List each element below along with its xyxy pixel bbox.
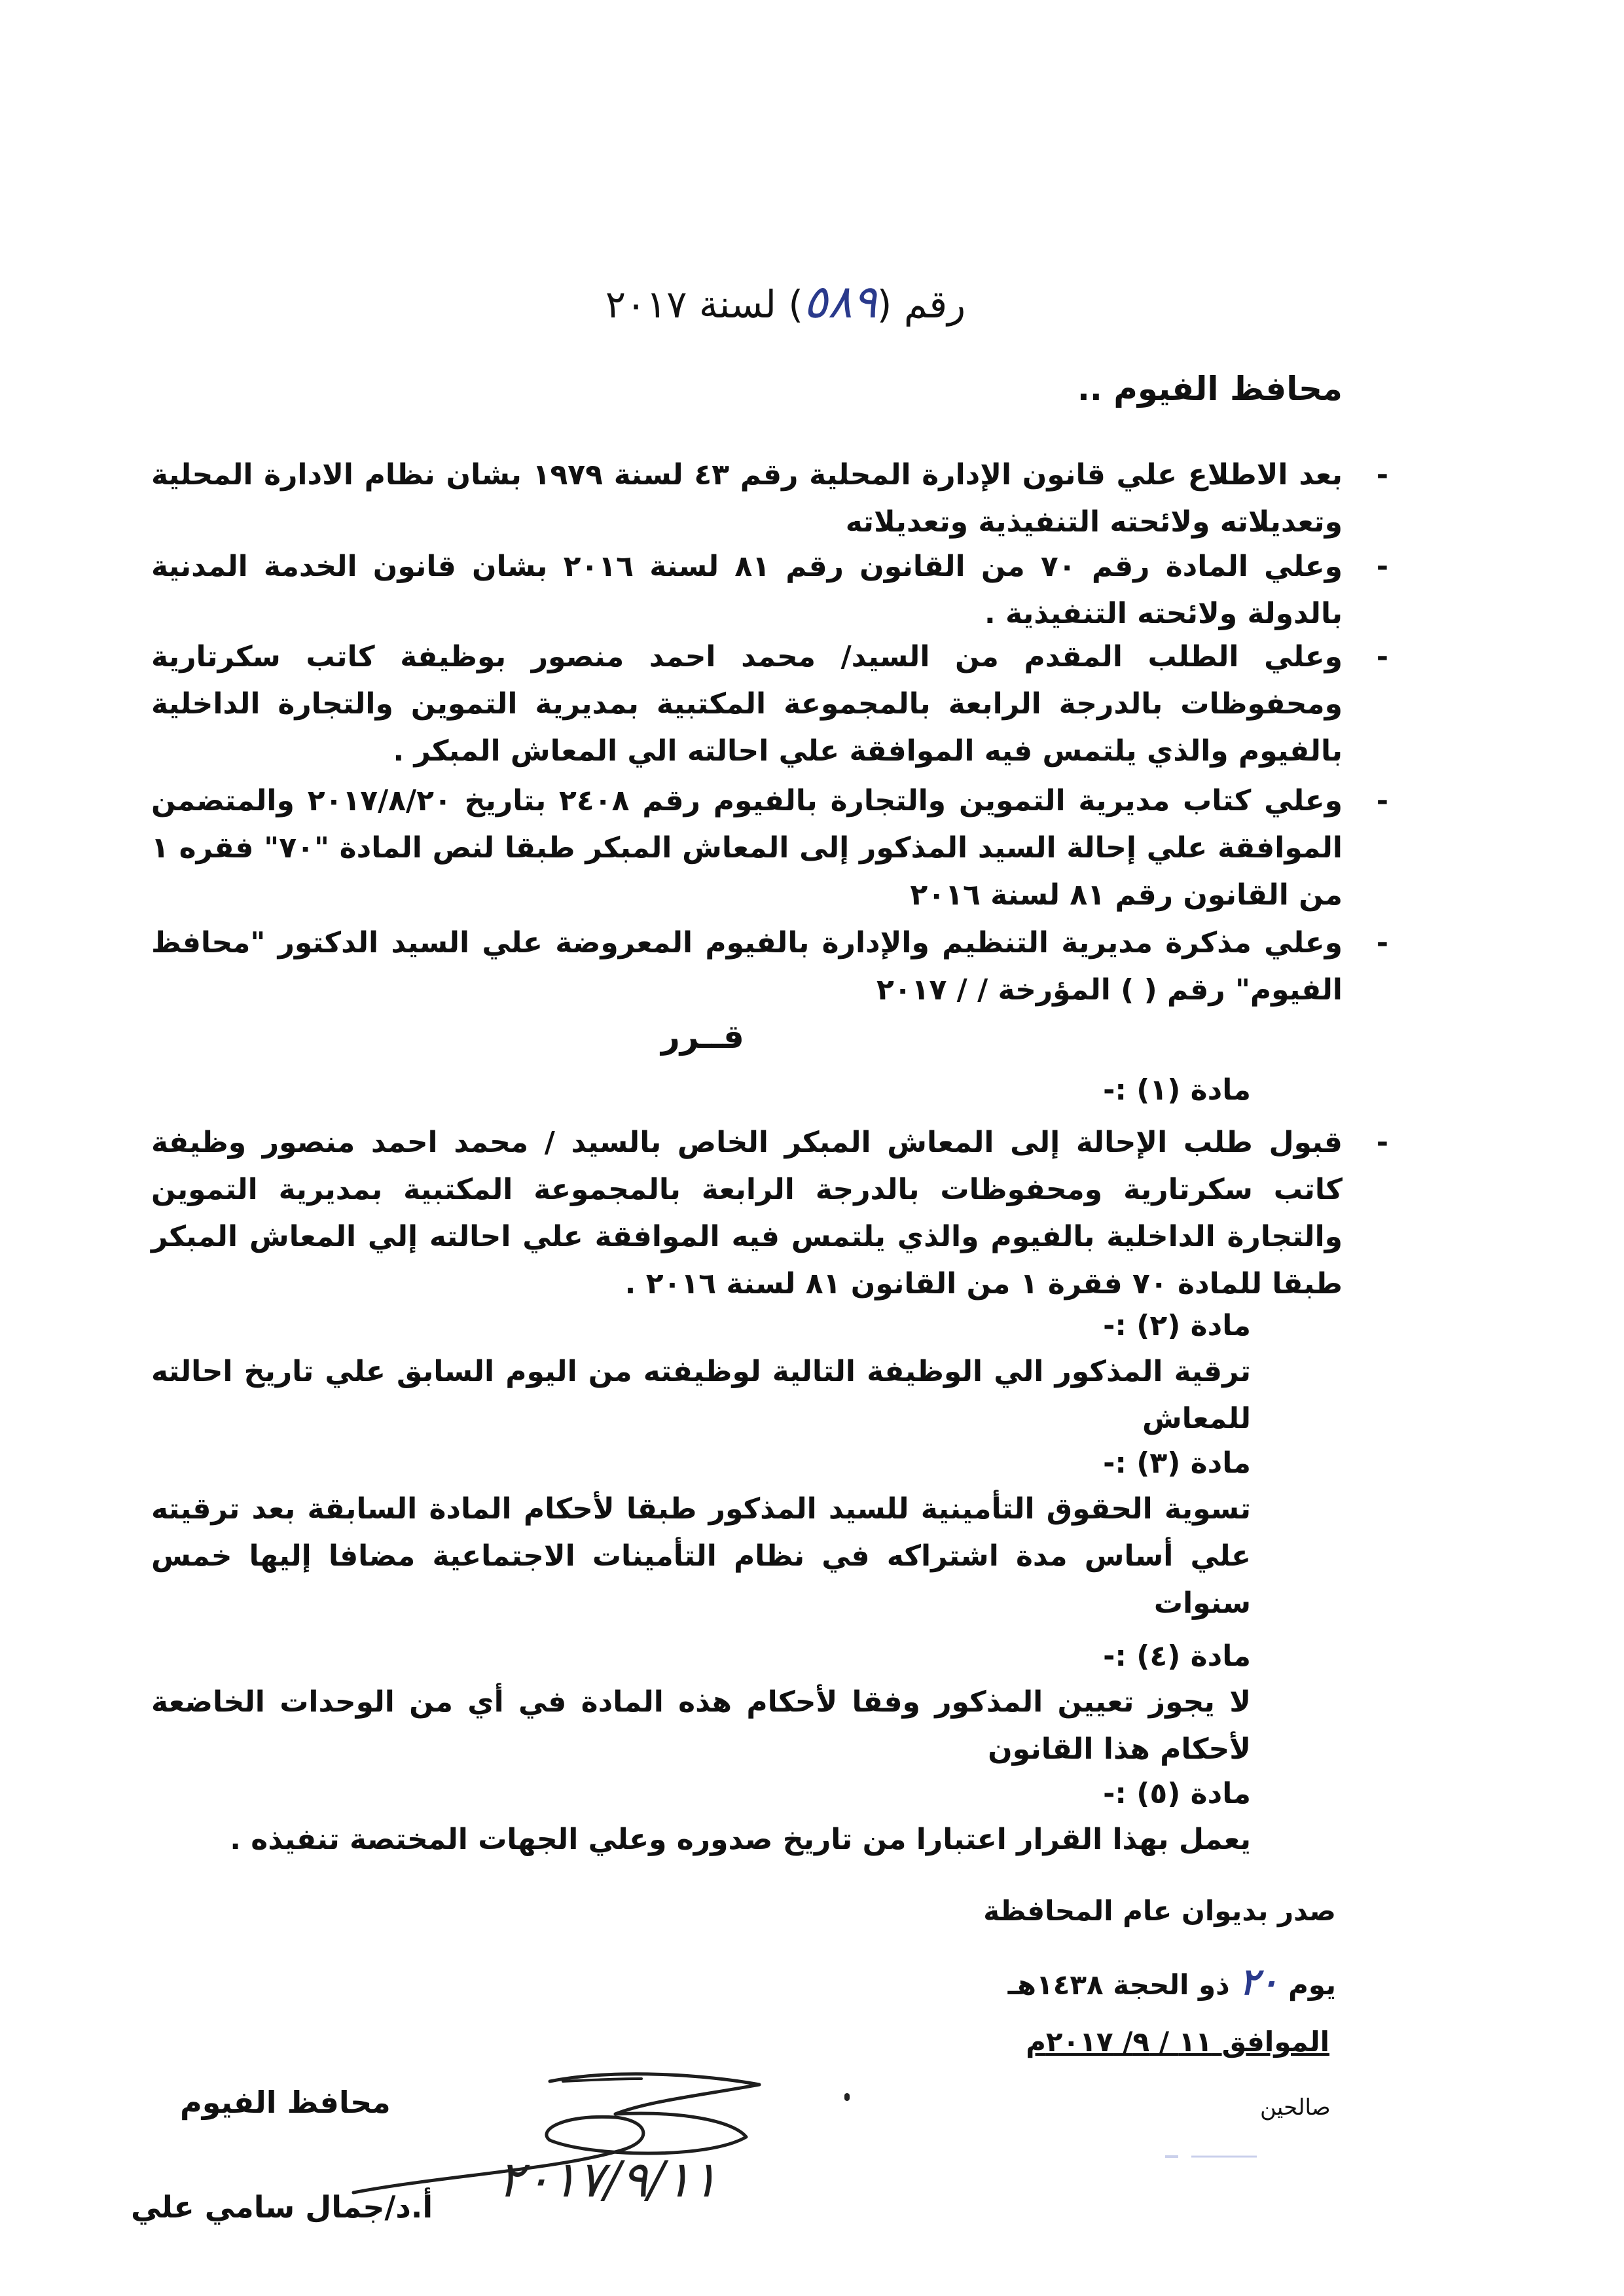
bullet-dash: - <box>1376 458 1388 492</box>
clause-text: وعلي الطلب المقدم من السيد/ محمد احمد منصور بوظيفة كاتب سكرتارية ومحفوظات بالدرجة الرابعة بالمجموعة المكتبية بمديرية التموين والتجارة الداخلية بالفيوم والذي يلتمس فيه الموافقة علي احالته الي المعاش المبكر . <box>151 640 1343 768</box>
title-prefix: رقم ( <box>876 282 966 327</box>
article-3-heading: مادة (٣) :- <box>1103 1446 1251 1480</box>
article-text: قبول طلب الإحالة إلى المعاش المبكر الخاص بالسيد / محمد احمد منصور وظيفة كاتب سكرتارية ومحفوظات بالدرجة الرابعة بالمجموعة المكتبية بمديرية التموين والتجارة الداخلية بالفيوم والذي يلتمس فيه الموافقة علي احالته إلي المعاش المبكر طبقا للمادة ٧٠ فقرة ١ من القانون ٨١ لسنة ٢٠١٦ . <box>151 1126 1343 1300</box>
hijri-date <box>1008 1960 1336 2003</box>
clause-text: وعلي كتاب مديرية التموين والتجارة بالفيوم رقم ٢٤٠٨ بتاريخ ٢٠١٧/٨/٢٠ والمتضمن الموافقة علي إحالة السيد المذكور إلى المعاش المبكر طبقا لنص المادة "٧٠" فقره ١ من القانون رقم ٨١ لسنة ٢٠١٦ <box>151 784 1343 912</box>
article-2-heading: مادة (٢) :- <box>1103 1309 1251 1342</box>
hijri-prefix: يوم <box>1288 1969 1336 2001</box>
bullet-dash: - <box>1376 784 1388 817</box>
preamble-clause-5 <box>151 920 1388 1014</box>
preamble-clause-4 <box>151 778 1388 919</box>
handwritten-hijri-day: ٢٠ <box>1239 1960 1279 2003</box>
article-5-heading: مادة (٥) :- <box>1103 1777 1251 1810</box>
gregorian-value: ١١ / ٩/ ٢٠١٧م <box>1026 2026 1212 2058</box>
decree-word: قــرر <box>661 1018 744 1056</box>
governor-heading: محافظ الفيوم .. <box>1077 370 1343 408</box>
article-2-body: ترقية المذكور الي الوظيفة التالية لوظيفته من اليوم السابق علي تاريخ احالته للمعاش <box>151 1355 1251 1435</box>
clause-text: وعلي مذكرة مديرية التنظيم والإدارة بالفيوم المعروضة علي السيد الدكتور "محافظ الفيوم" رقم ( ) المؤرخة / / ٢٠١٧ <box>151 926 1343 1007</box>
signatory-title: محافظ الفيوم <box>180 2085 391 2120</box>
handwritten-signature-date: ٢٠١٧/٩/١١ <box>497 2150 718 2208</box>
faint-blue-mark <box>1165 2153 1257 2160</box>
gregorian-date <box>1026 2026 1329 2058</box>
ink-mark <box>844 2093 850 2101</box>
decree-number-title <box>576 275 995 329</box>
article-1-body <box>151 1119 1388 1308</box>
article-4-heading: مادة (٤) :- <box>1103 1640 1251 1673</box>
preamble-clause-2 <box>151 543 1388 637</box>
preamble-clause-3 <box>151 634 1388 775</box>
bullet-dash: - <box>1376 926 1388 960</box>
article-1-heading: مادة (١) :- <box>1103 1073 1251 1107</box>
handwritten-decree-number: ٥٨٩ <box>803 275 877 329</box>
issued-place: صدر بديوان عام المحافظة <box>983 1895 1336 1927</box>
gregorian-prefix: الموافق <box>1221 2026 1329 2058</box>
signatory-name: أ.د/جمال سامي علي <box>131 2189 433 2225</box>
clause-text: بعد الاطلاع علي قانون الإدارة المحلية رقم ٤٣ لسنة ١٩٧٩ بشان نظام الادارة المحلية وتعديلاته ولائحته التنفيذية وتعديلاته <box>151 458 1343 539</box>
preamble-clause-1 <box>151 452 1388 546</box>
handwritten-signature <box>340 2042 851 2238</box>
bullet-dash: - <box>1376 550 1388 583</box>
clause-text: وعلي المادة رقم ٧٠ من القانون رقم ٨١ لسنة ٢٠١٦ بشان قانون الخدمة المدنية بالدولة ولائحته التنفيذية . <box>151 550 1343 630</box>
bullet-dash: - <box>1376 1126 1388 1159</box>
title-suffix: ) لسنة ٢٠١٧ <box>605 282 803 327</box>
initials-note: صالحين <box>1260 2094 1331 2121</box>
bullet-dash: - <box>1376 640 1388 673</box>
hijri-suffix: ذو الحجة ١٤٣٨هـ <box>1007 1969 1230 2001</box>
article-5-body: يعمل بهذا القرار اعتبارا من تاريخ صدوره وعلي الجهات المختصة تنفيذه . <box>230 1823 1251 1856</box>
article-4-body: لا يجوز تعيين المذكور وفقا لأحكام هذه المادة في أي من الوحدات الخاضعة لأحكام هذا القانون <box>151 1685 1251 1766</box>
article-3-body: تسوية الحقوق التأمينية للسيد المذكور طبقا لأحكام المادة السابقة بعد ترقيته علي أساس مدة اشتراكه في نظام التأمينات الاجتماعية مضافا إليها خمس سنوات <box>151 1492 1251 1620</box>
